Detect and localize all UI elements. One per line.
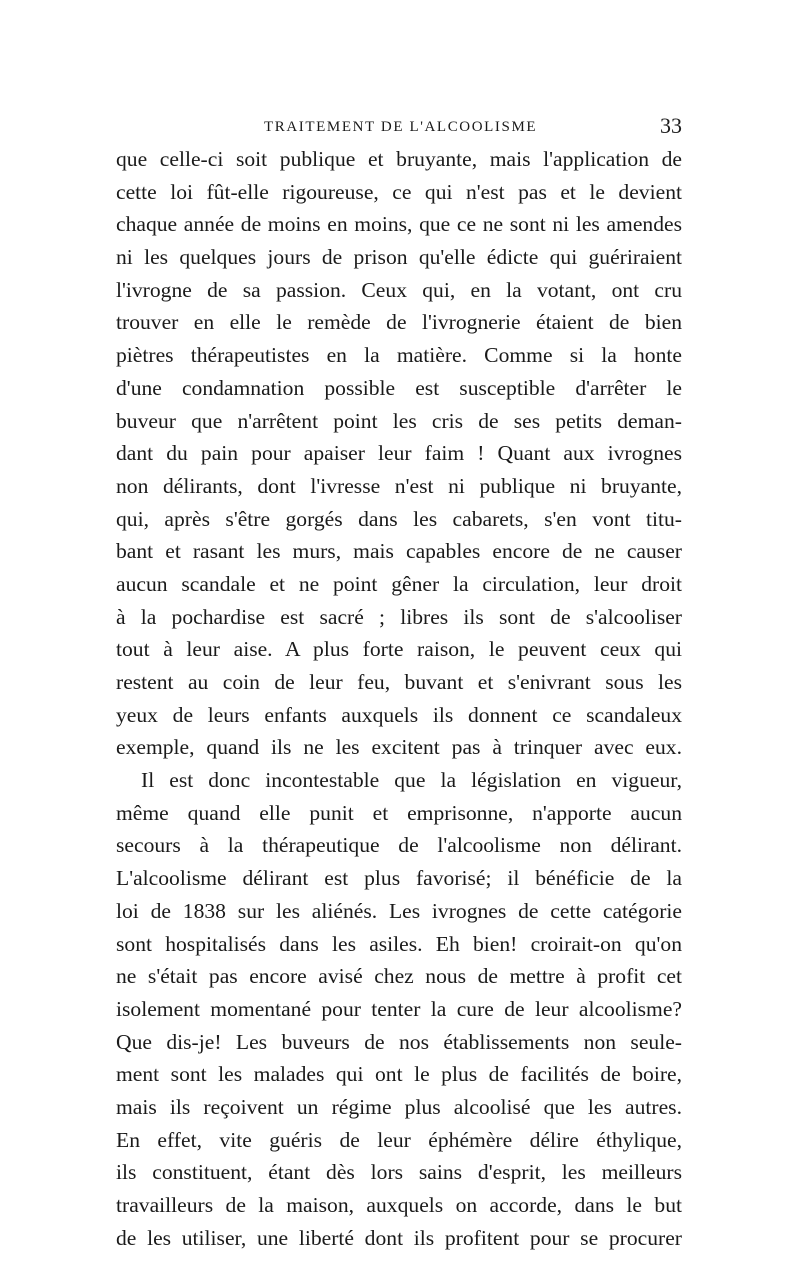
text-line: aucun scandale et ne point gêner la circulation, leur droit [116, 571, 682, 596]
text-line: non délirants, dont l'ivresse n'est ni publique ni bruyante, [116, 473, 682, 498]
text-line: que celle-ci soit publique et bruyante, mais l'application de [116, 147, 682, 171]
text-line: bant et rasant les murs, mais capables encore de ne causer [116, 539, 682, 564]
text-line: yeux de leurs enfants auxquels ils donnent ce scandaleux [116, 702, 682, 727]
text-line: travailleurs de la maison, auxquels on accorde, dans le but [116, 1193, 682, 1217]
body-text [116, 143, 682, 1254]
text-line: d'une condamnation possible est susceptible d'arrêter le [116, 375, 682, 400]
text-line: trouver en elle le remède de l'ivrognerie étaient de bien [116, 310, 682, 335]
text-line: chaque année de moins en moins, que ce ne sont ni les amendes [116, 212, 682, 237]
text-line: dant du pain pour apaiser leur faim ! Quant aux ivrognes [116, 441, 682, 466]
text-line: cette loi fût-elle rigoureuse, ce qui n'est pas et le devient [116, 179, 682, 204]
text-line: Que dis-je! Les buveurs de nos établissements non seule- [116, 1029, 682, 1054]
text-line: de les utiliser, une liberté dont ils profitent pour se procurer [116, 1225, 682, 1250]
text-line: ni les quelques jours de prison qu'elle édicte qui guériraient [116, 245, 682, 270]
page-header [116, 113, 682, 143]
text-line: secours à la thérapeutique de l'alcoolisme non délirant. [116, 833, 682, 858]
text-line: piètres thérapeutistes en la matière. Comme si la honte [116, 343, 682, 368]
text-line: loi de 1838 sur les aliénés. Les ivrognes de cette catégorie [116, 898, 682, 923]
text-line: restent au coin de leur feu, buvant et s'enivrant sous les [116, 670, 682, 694]
text-line: à la pochardise est sacré ; libres ils sont de s'alcooliser [116, 604, 682, 629]
text-line: qui, après s'être gorgés dans les cabarets, s'en vont titu- [116, 506, 682, 531]
paragraph-first-line: Il est donc incontestable que la législation en vigueur, [141, 768, 682, 793]
text-line: L'alcoolisme délirant est plus favorisé; il bénéficie de la [116, 866, 682, 891]
text-line: même quand elle punit et emprisonne, n'apporte aucun [116, 800, 682, 825]
text-line: buveur que n'arrêtent point les cris de ses petits deman- [116, 408, 682, 433]
text-line: En effet, vite guéris de leur éphémère délire éthylique, [116, 1127, 682, 1152]
text-line: tout à leur aise. A plus forte raison, le peuvent ceux qui [116, 637, 682, 662]
text-line: isolement momentané pour tenter la cure de leur alcoolisme? [116, 996, 682, 1021]
text-line: ne s'était pas encore avisé chez nous de mettre à profit cet [116, 964, 682, 989]
text-line: ment sont les malades qui ont le plus de facilités de boire, [116, 1062, 682, 1087]
text-line: mais ils reçoivent un régime plus alcoolisé que les autres. [116, 1094, 682, 1119]
text-line: ils constituent, étant dès lors sains d'esprit, les meilleurs [116, 1160, 682, 1185]
text-line: sont hospitalisés dans les asiles. Eh bien! croirait-on qu'on [116, 931, 682, 956]
running-title: TRAITEMENT DE L'ALCOOLISME [264, 119, 538, 135]
page-number: 33 [660, 113, 682, 138]
text-line: exemple, quand ils ne les excitent pas à trinquer avec eux. [116, 735, 682, 760]
text-line: l'ivrogne de sa passion. Ceux qui, en la votant, ont cru [116, 277, 682, 302]
